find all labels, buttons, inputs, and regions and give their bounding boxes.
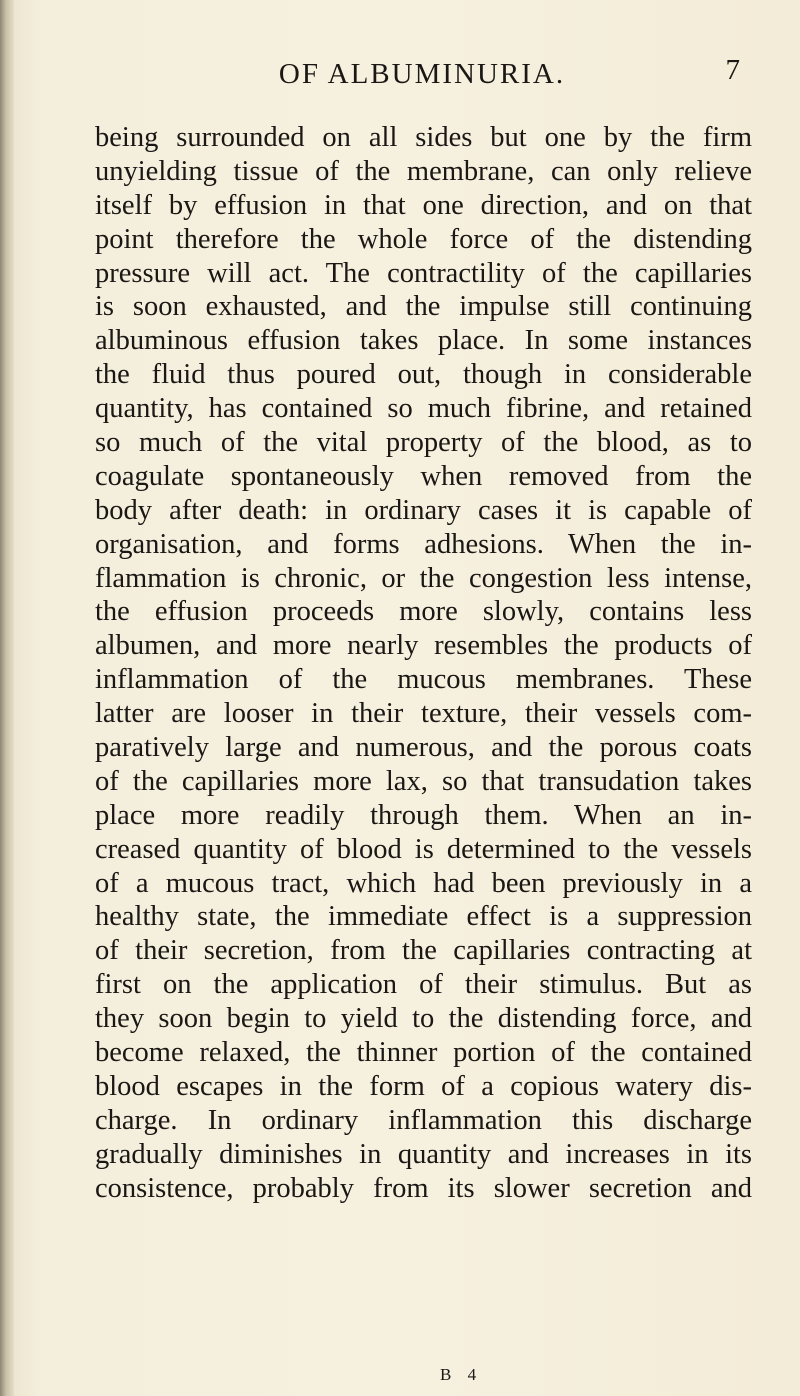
text-line: gradually diminishes in quantity and increases in its	[95, 1138, 752, 1170]
text-line: become relaxed, the thinner portion of the contained	[95, 1037, 752, 1069]
text-line: pressure will act. The contractility of the capillaries	[95, 257, 752, 289]
text-line: consistence, probably from its slower secretion and	[95, 1172, 752, 1204]
text-line: itself by effusion in that one direction, and on that	[95, 189, 752, 221]
text-line: charge. In ordinary inflammation this discharge	[95, 1104, 752, 1136]
signature-mark: B 4	[440, 1365, 483, 1384]
text-line: first on the application of their stimulus. But as	[95, 969, 752, 1001]
body-text	[95, 121, 752, 1206]
text-line: paratively large and numerous, and the porous coats	[95, 732, 752, 764]
text-line: being surrounded on all sides but one by the firm	[95, 122, 752, 153]
text-line: body after death: in ordinary cases it is capable of	[95, 494, 752, 526]
text-line: quantity, has contained so much fibrine, and retained	[95, 393, 752, 425]
text-line: they soon begin to yield to the distending force, and	[95, 1003, 752, 1035]
text-line: so much of the vital property of the blood, as to	[95, 427, 752, 459]
page-gutter-shadow	[0, 0, 14, 1396]
text-line: of the capillaries more lax, so that transudation takes	[95, 765, 752, 797]
text-line: the fluid thus poured out, though in considerable	[95, 359, 752, 391]
text-line: of a mucous tract, which had been previously in a	[95, 867, 752, 899]
text-line: coagulate spontaneously when removed from the	[95, 460, 752, 492]
text-line: albuminous effusion takes place. In some instances	[95, 325, 752, 357]
text-line: latter are looser in their texture, their vessels com-	[95, 698, 752, 730]
text-line: place more readily through them. When an in-	[95, 799, 752, 831]
text-line: flammation is chronic, or the congestion less intense,	[95, 562, 752, 594]
text-line: blood escapes in the form of a copious watery dis-	[95, 1070, 752, 1102]
text-line: inflammation of the mucous membranes. These	[95, 664, 752, 696]
running-head: OF ALBUMINURIA.	[278, 58, 566, 90]
text-line: unyielding tissue of the membrane, can only relieve	[95, 155, 752, 187]
text-line: of their secretion, from the capillaries contracting at	[95, 935, 752, 967]
text-line: healthy state, the immediate effect is a suppression	[95, 901, 752, 933]
text-line: point therefore the whole force of the distending	[95, 223, 752, 255]
text-line: albumen, and more nearly resembles the products of	[95, 630, 752, 662]
text-line: organisation, and forms adhesions. When the in-	[95, 528, 752, 560]
text-line: creased quantity of blood is determined to the vessels	[95, 833, 752, 865]
text-line: the effusion proceeds more slowly, contains less	[95, 596, 752, 628]
text-line: is soon exhausted, and the impulse still continuing	[95, 291, 752, 323]
page-number: 7	[725, 54, 740, 86]
page-header	[96, 54, 748, 98]
